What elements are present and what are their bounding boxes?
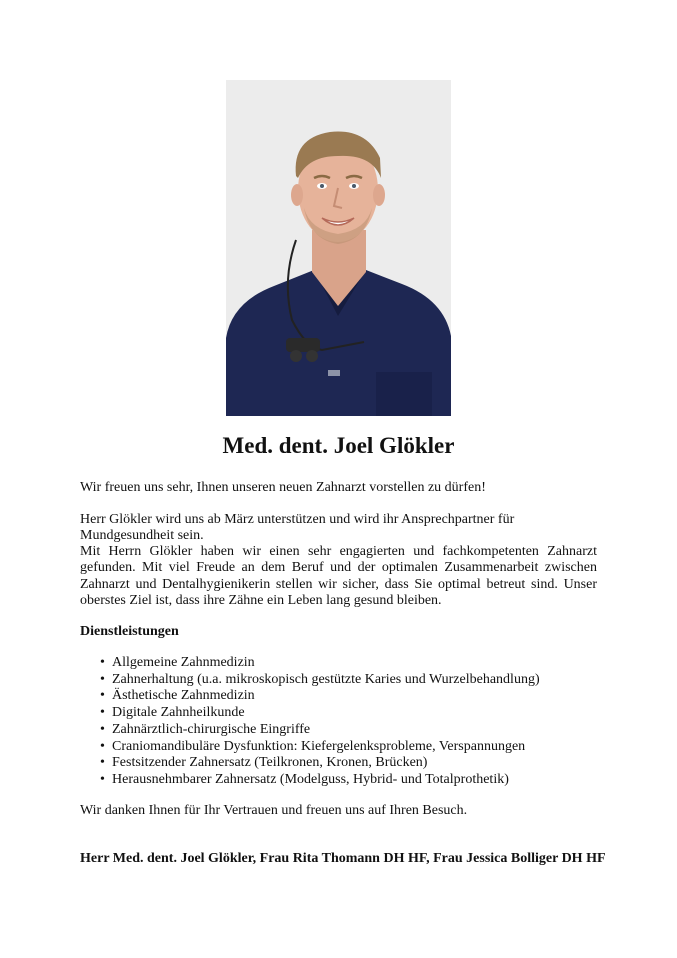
- description-text: Mit Herrn Glökler haben wir einen sehr engagierten und fachkompetenten Zahnarzt gefunden. Mit viel Freude an dem Beruf und der optimalen Zusammenarbeit zwischen Zahnarzt und Dentalhygienikerin stellen wir sicher, dass Sie optimal betreut sind. Unser oberstes Ziel ist, dass ihre Zähne ein Leben lang gesund bleiben.: [80, 544, 597, 609]
- list-item: • Festsitzender Zahnersatz (Teilkronen, Kronen, Brücken): [98, 755, 540, 772]
- list-item: • Zahnerhaltung (u.a. mikroskopisch gestützte Karies und Wurzelbehandlung): [98, 672, 540, 689]
- services-heading: Dienstleistungen: [80, 624, 179, 639]
- signature: Herr Med. dent. Joel Glökler, Frau Rita Thomann DH HF, Frau Jessica Bolliger DH HF: [80, 851, 606, 866]
- list-item: • Allgemeine Zahnmedizin: [98, 655, 540, 672]
- intro-text: Wir freuen uns sehr, Ihnen unseren neuen Zahnarzt vorstellen zu dürfen!: [80, 480, 486, 495]
- portrait-photo: [226, 80, 451, 416]
- list-item: • Digitale Zahnheilkunde: [98, 705, 540, 722]
- announcement-text: Herr Glökler wird uns ab März unterstützen und wird ihr Ansprechpartner für Mundgesundheit sein.: [80, 512, 515, 544]
- services-list: [98, 655, 540, 789]
- page-title: Med. dent. Joel Glökler: [222, 433, 455, 458]
- thanks-text: Wir danken Ihnen für Ihr Vertrauen und freuen uns auf Ihren Besuch.: [80, 803, 468, 818]
- list-item: • Ästhetische Zahnmedizin: [98, 688, 540, 705]
- list-item: • Craniomandibuläre Dysfunktion: Kiefergelenksprobleme, Verspannungen: [98, 739, 540, 756]
- list-item: • Zahnärztlich-chirurgische Eingriffe: [98, 722, 540, 739]
- list-item: • Herausnehmbarer Zahnersatz (Modelguss, Hybrid- und Totalprothetik): [98, 772, 540, 789]
